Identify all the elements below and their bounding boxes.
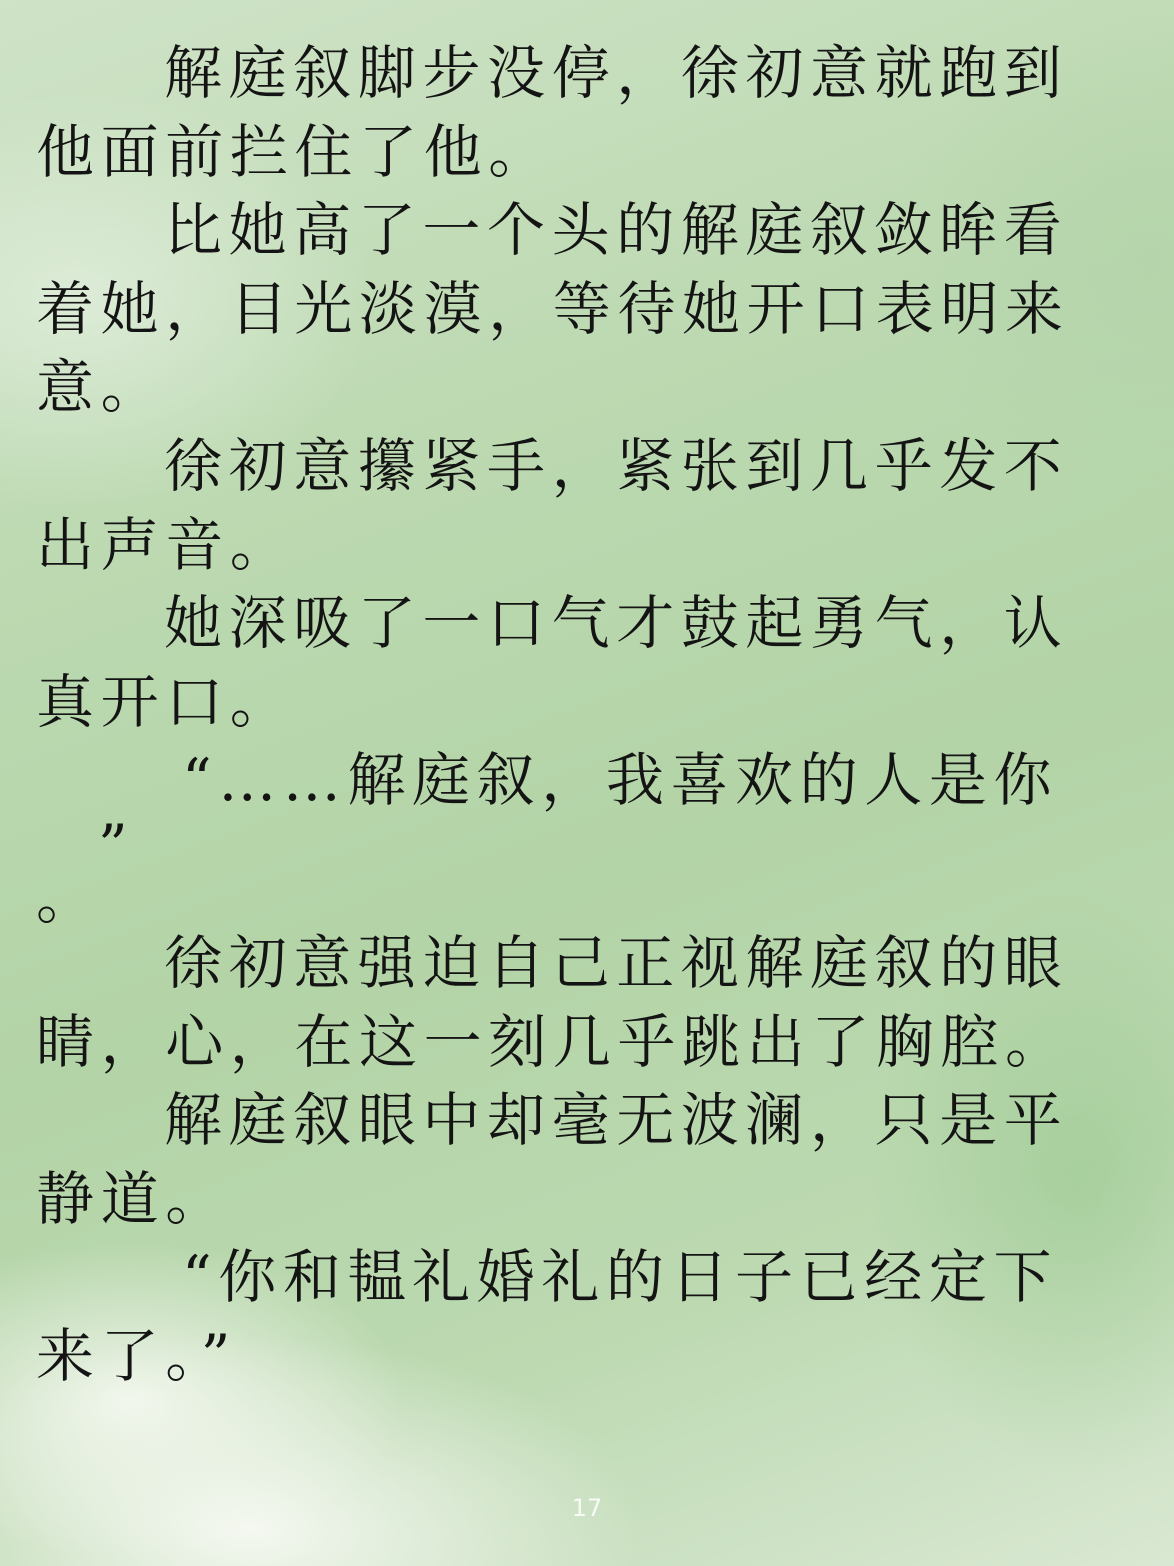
text-line: 真开口。	[36, 667, 295, 736]
text-line: 来了。”	[36, 1321, 238, 1390]
text-line: 徐初意攥紧手，紧张到几乎发不	[164, 431, 1069, 500]
text-line: 比她高了一个头的解庭叙敛眸看	[164, 196, 1069, 265]
text-line: 。	[36, 863, 101, 932]
text-line: 徐初意强迫自己正视解庭叙的眼	[164, 928, 1069, 997]
text-line: 睛，心，在这一刻几乎跳出了胸腔。	[36, 1007, 1070, 1076]
text-line: 解庭叙脚步没停，徐初意就跑到	[164, 39, 1069, 107]
text-line: 他面前拦住了他。	[36, 117, 553, 186]
paragraph-8-line-1	[36, 1238, 1088, 1317]
text-line: “你和韫礼婚礼的日子已经定下	[182, 1243, 1059, 1312]
paragraph-3-line-2	[36, 506, 1088, 585]
paragraph-5-line-1	[36, 741, 1088, 820]
text-line: 解庭叙眼中却毫无波澜，只是平	[164, 1086, 1069, 1155]
text-line: 意。	[36, 353, 166, 422]
text-line: 静道。	[36, 1164, 230, 1233]
paragraph-5-line-3	[36, 863, 1088, 932]
page-number: 17	[571, 1494, 603, 1522]
paragraph-4-line-2	[36, 663, 1088, 742]
text-line: ”	[98, 811, 135, 880]
paragraph-1-line-2	[36, 113, 1088, 192]
story-text	[36, 34, 1088, 1396]
paragraph-2-line-3	[36, 348, 1088, 427]
paragraph-6-line-2	[36, 1003, 1088, 1082]
paragraph-7-line-2	[36, 1160, 1088, 1239]
text-line: “……解庭叙，我喜欢的人是你	[182, 746, 1059, 815]
paragraph-5-line-2	[36, 811, 1088, 880]
text-line: 她深吸了一口气才鼓起勇气，认	[164, 589, 1069, 658]
paragraph-1-line-1	[36, 34, 1088, 113]
paragraph-2-line-1	[36, 191, 1088, 270]
paragraph-4-line-1	[36, 584, 1088, 663]
paragraph-2-line-2	[36, 270, 1088, 349]
paragraph-8-line-2	[36, 1317, 1088, 1396]
paragraph-6-line-1	[36, 924, 1088, 1003]
text-line: 出声音。	[36, 510, 295, 579]
paragraph-3-line-1	[36, 427, 1088, 506]
text-line: 着她，目光淡漠，等待她开口表明来	[36, 274, 1070, 343]
paragraph-7-line-1	[36, 1081, 1088, 1160]
